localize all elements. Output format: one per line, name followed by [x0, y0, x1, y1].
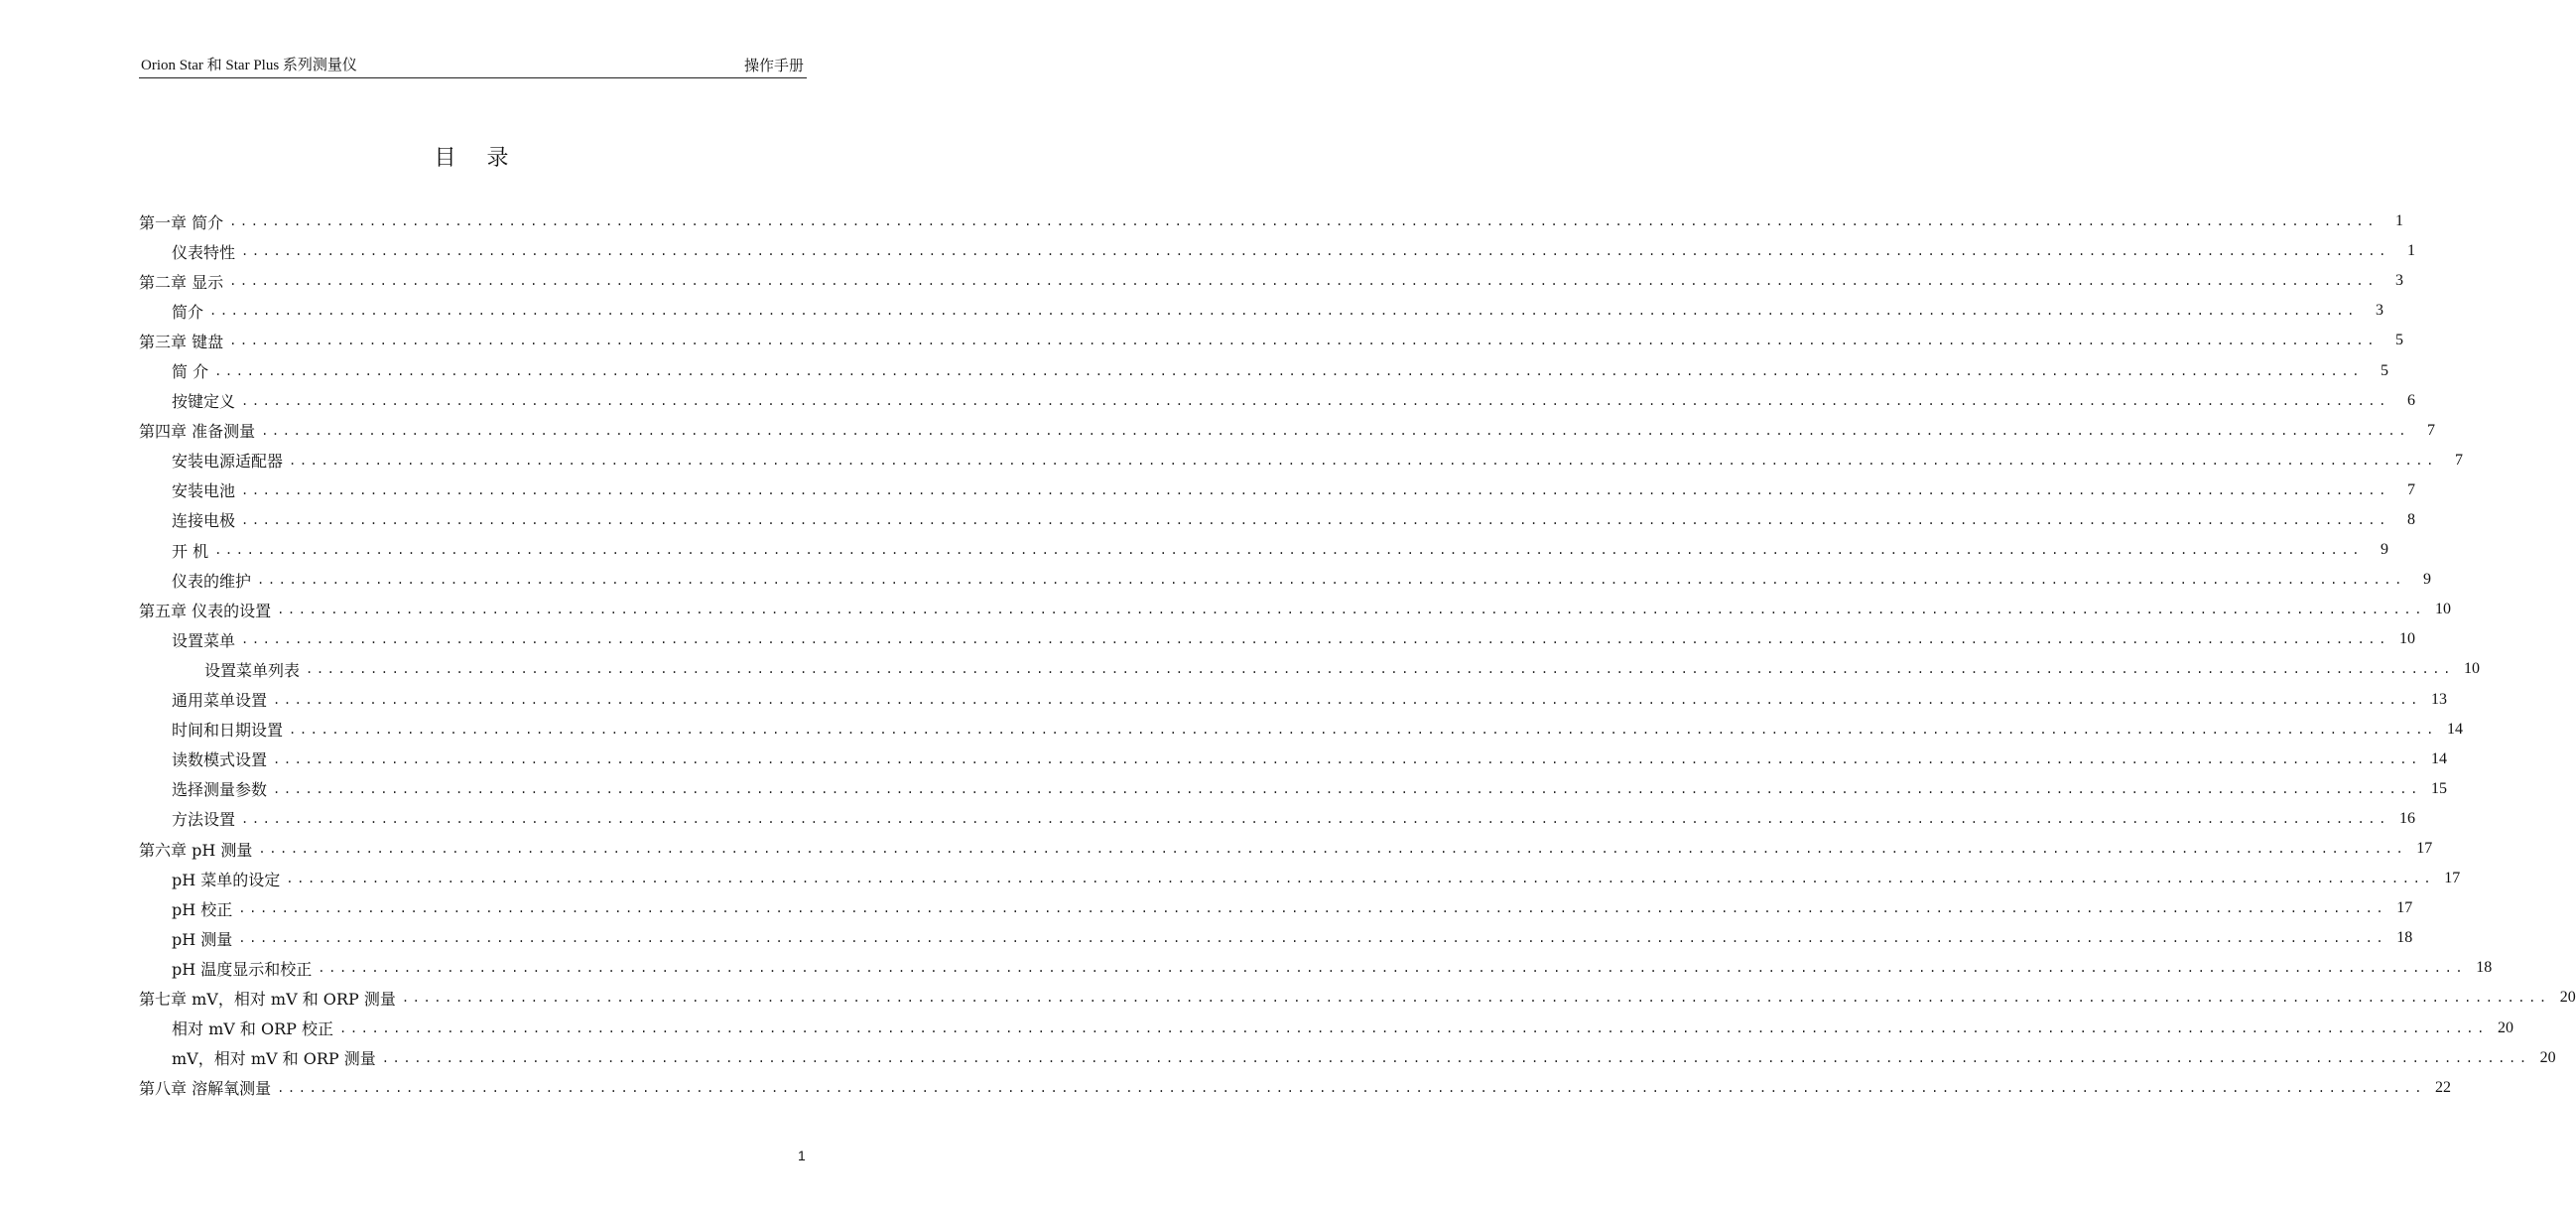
toc-entry[interactable] — [139, 983, 2576, 1013]
toc-leader-dots: ........................................................................................................................................................................................................ — [214, 363, 2364, 378]
toc-entry-page: 17 — [2396, 899, 2413, 917]
toc-entry-label: 仪表的维护 — [172, 571, 252, 591]
toc-entry[interactable] — [139, 834, 2433, 864]
toc-leader-dots: ........................................................................................................................................................................................................ — [401, 991, 2550, 1006]
toc-leader-dots: ........................................................................................................................................................................................................ — [289, 722, 2437, 737]
toc-entry-label: 通用菜单设置 — [172, 691, 268, 711]
toc-entry[interactable] — [139, 774, 2447, 804]
toc-entry-page: 20 — [2559, 989, 2576, 1007]
toc-leader-dots: ........................................................................................................................................................................................................ — [339, 1020, 2488, 1035]
toc-entry-page: 9 — [2381, 541, 2389, 559]
toc-leader-dots: ........................................................................................................................................................................................................ — [229, 214, 2379, 229]
toc-entry-page: 20 — [2539, 1048, 2556, 1066]
toc-entry[interactable] — [139, 475, 2415, 505]
toc-entry[interactable] — [139, 206, 2404, 236]
toc-entry-label: 第七章 mV，相对 mV 和 ORP 测量 — [139, 989, 396, 1009]
toc-entry-page: 5 — [2381, 361, 2389, 379]
toc-entry-page: 22 — [2435, 1078, 2452, 1096]
toc-entry-page: 7 — [2454, 451, 2463, 469]
toc-entry-page: 8 — [2406, 510, 2415, 528]
toc-entry-label: pH 温度显示和校正 — [172, 959, 313, 979]
toc-entry[interactable] — [139, 804, 2415, 834]
toc-entry-page: 1 — [2406, 242, 2415, 260]
toc-entry-page: 6 — [2406, 391, 2415, 409]
toc-leader-dots: ........................................................................................................................................................................................................ — [229, 274, 2379, 289]
toc-leader-dots: ........................................................................................................................................................................................................ — [241, 393, 2389, 408]
toc-entry[interactable] — [139, 355, 2389, 385]
toc-entry-page: 7 — [2406, 480, 2415, 498]
toc-leader-dots: ........................................................................................................................................................................................................ — [381, 1050, 2530, 1065]
toc-entry[interactable] — [139, 535, 2389, 565]
toc-entry-label: pH 测量 — [172, 929, 233, 949]
header-manual-type: 操作手册 — [743, 57, 804, 74]
toc-entry-label: 第三章 键盘 — [139, 332, 224, 351]
toc-entry-label: 安装电源适配器 — [172, 452, 284, 472]
toc-entry-page: 9 — [2422, 571, 2431, 589]
toc-entry-page: 18 — [2476, 959, 2493, 977]
toc-entry[interactable] — [139, 386, 2415, 416]
toc-entry[interactable] — [139, 1014, 2513, 1043]
toc-entry-page: 10 — [2463, 660, 2480, 678]
toc-leader-dots: ........................................................................................................................................................................................................ — [241, 632, 2389, 647]
toc-leader-dots: ........................................................................................................................................................................................................ — [289, 453, 2437, 468]
toc-entry-label: 按键定义 — [172, 392, 236, 412]
header-product-name: Orion Star 和 Star Plus 系列测量仪 — [141, 58, 357, 73]
toc-entry-page: 3 — [2375, 302, 2383, 320]
toc-entry[interactable] — [139, 416, 2436, 446]
toc-entry-label: mV，相对 mV 和 ORP 测量 — [172, 1049, 376, 1069]
running-header — [139, 56, 807, 78]
toc-entry-label: 开 机 — [172, 541, 209, 561]
toc-entry-label: 简介 — [172, 302, 204, 322]
toc-entry[interactable] — [139, 266, 2404, 296]
toc-leader-dots: ........................................................................................................................................................................................................ — [277, 603, 2426, 617]
toc-entry-page: 10 — [2435, 601, 2452, 618]
toc-entry-label: 设置菜单列表 — [204, 660, 301, 680]
toc-leader-dots: ........................................................................................................................................................................................................ — [241, 811, 2389, 826]
toc-entry-page: 16 — [2398, 809, 2415, 827]
toc-entry-label: 读数模式设置 — [172, 750, 268, 770]
toc-leader-dots: ........................................................................................................................................................................................................ — [277, 1080, 2426, 1095]
toc-entry[interactable] — [139, 654, 2480, 684]
toc-entry[interactable] — [139, 953, 2493, 983]
toc-entry-page: 18 — [2396, 929, 2413, 947]
toc-entry-page: 7 — [2427, 421, 2436, 439]
toc-entry-page: 10 — [2398, 630, 2415, 648]
toc-entry-page: 1 — [2395, 212, 2404, 230]
toc-entry-page: 17 — [2416, 840, 2433, 858]
toc-entry-page: 14 — [2430, 749, 2447, 767]
toc-leader-dots: ........................................................................................................................................................................................................ — [241, 244, 2389, 259]
toc-entry-label: 设置菜单 — [172, 630, 236, 650]
toc-entry-label: 安装电池 — [172, 481, 236, 501]
toc-leader-dots: ........................................................................................................................................................................................................ — [238, 901, 2387, 916]
toc-leader-dots: ........................................................................................................................................................................................................ — [273, 751, 2421, 766]
toc-entry[interactable] — [139, 326, 2404, 355]
toc-leader-dots: ........................................................................................................................................................................................................ — [241, 482, 2389, 497]
toc-entry[interactable] — [139, 236, 2415, 266]
toc-entry[interactable] — [139, 296, 2383, 326]
toc-entry-label: 选择测量参数 — [172, 780, 268, 800]
toc-entry-label: 时间和日期设置 — [172, 721, 284, 741]
toc-entry[interactable] — [139, 715, 2463, 745]
toc-leader-dots: ........................................................................................................................................................................................................ — [241, 512, 2389, 527]
toc-leader-dots: ........................................................................................................................................................................................................ — [286, 872, 2435, 886]
toc-leader-dots: ........................................................................................................................................................................................................ — [273, 781, 2421, 796]
toc-entry-page: 17 — [2444, 870, 2461, 887]
toc-leader-dots: ........................................................................................................................................................................................................ — [214, 543, 2364, 558]
toc-entry[interactable] — [139, 745, 2447, 774]
table-of-contents — [139, 206, 2576, 1103]
toc-leader-dots: ........................................................................................................................................................................................................ — [273, 692, 2421, 707]
toc-leader-dots: ........................................................................................................................................................................................................ — [238, 931, 2387, 946]
toc-entry-label: 第二章 显示 — [139, 272, 224, 292]
toc-entry-page: 13 — [2430, 690, 2447, 708]
toc-leader-dots: ........................................................................................................................................................................................................ — [229, 334, 2379, 348]
toc-entry-label: 仪表特性 — [172, 242, 236, 262]
toc-entry[interactable] — [139, 685, 2447, 715]
toc-leader-dots: ........................................................................................................................................................................................................ — [318, 961, 2467, 976]
toc-entry[interactable] — [139, 893, 2413, 923]
toc-entry-label: pH 校正 — [172, 899, 233, 919]
toc-leader-dots: ........................................................................................................................................................................................................ — [257, 573, 2405, 588]
toc-leader-dots: ........................................................................................................................................................................................................ — [258, 842, 2407, 857]
toc-entry-page: 20 — [2497, 1018, 2513, 1036]
toc-entry[interactable] — [139, 1073, 2452, 1103]
toc-entry-label: pH 菜单的设定 — [172, 870, 281, 889]
toc-entry[interactable] — [139, 1043, 2556, 1073]
toc-entry[interactable] — [139, 595, 2452, 624]
toc-entry-page: 5 — [2395, 332, 2404, 349]
toc-entry-page: 3 — [2395, 272, 2404, 290]
page-number: 1 — [798, 1148, 806, 1163]
toc-entry-label: 相对 mV 和 ORP 校正 — [172, 1019, 334, 1039]
toc-leader-dots: ........................................................................................................................................................................................................ — [306, 662, 2454, 677]
toc-entry-label: 第四章 准备测量 — [139, 422, 256, 442]
toc-entry[interactable] — [139, 624, 2415, 654]
toc-entry-label: 简 介 — [172, 362, 209, 382]
toc-entry-page: 15 — [2430, 779, 2447, 797]
toc-title: 目 录 — [434, 146, 521, 171]
toc-entry-label: 第五章 仪表的设置 — [139, 601, 272, 620]
toc-entry[interactable] — [139, 864, 2461, 893]
toc-leader-dots: ........................................................................................................................................................................................................ — [209, 304, 2358, 319]
toc-entry-label: 方法设置 — [172, 810, 236, 830]
toc-entry[interactable] — [139, 565, 2431, 595]
toc-entry[interactable] — [139, 923, 2413, 953]
toc-entry[interactable] — [139, 446, 2463, 475]
toc-entry[interactable] — [139, 505, 2415, 535]
toc-entry-label: 第六章 pH 测量 — [139, 840, 253, 860]
toc-leader-dots: ........................................................................................................................................................................................................ — [261, 423, 2410, 438]
toc-entry-label: 第八章 溶解氧测量 — [139, 1079, 272, 1099]
toc-entry-label: 第一章 简介 — [139, 212, 224, 232]
toc-entry-label: 连接电极 — [172, 511, 236, 531]
toc-entry-page: 14 — [2446, 720, 2463, 738]
